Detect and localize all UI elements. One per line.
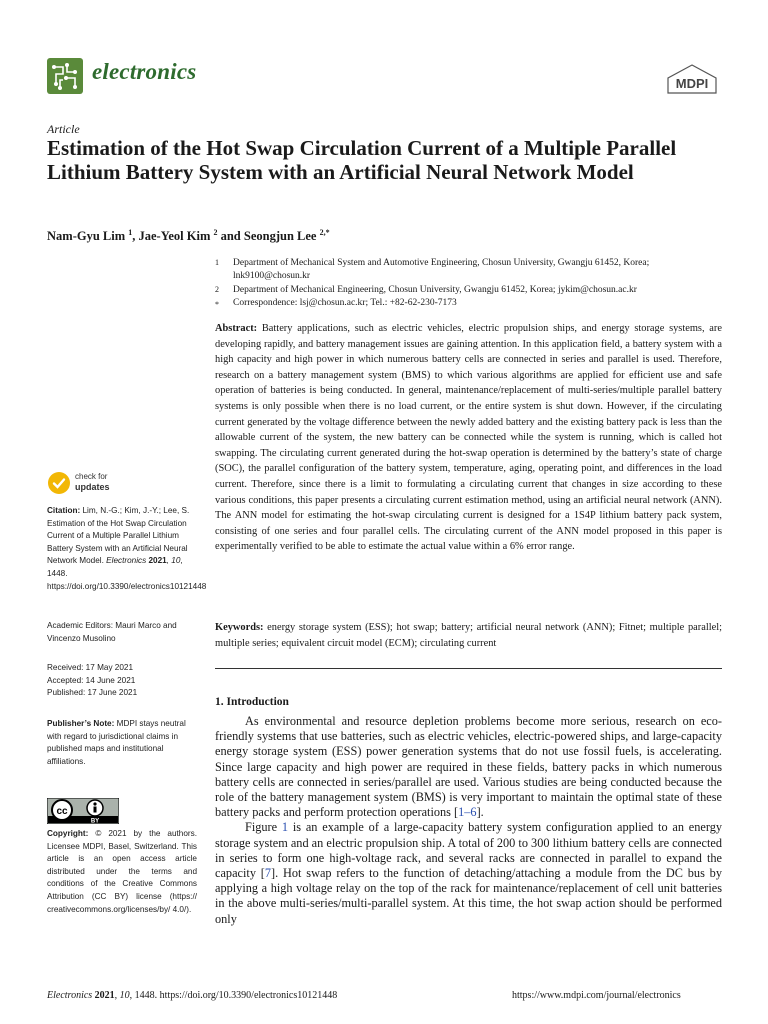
affiliation-text: Department of Mechanical System and Automotive Engineering, Chosun University, Gwangju 61452, Korea; lnk9100@chosun.kr	[233, 258, 650, 281]
footer-citation	[47, 990, 337, 1001]
author-affiliation-mark: 1	[128, 228, 133, 237]
citation-link[interactable]: 1–6	[458, 805, 477, 820]
figure-link[interactable]: 1	[281, 820, 289, 835]
footer-journal-url[interactable]: https://www.mdpi.com/journal/electronics	[512, 990, 681, 1001]
intro-text: Figure	[245, 820, 282, 835]
keywords-text: energy storage system (ESS); hot swap; battery; artificial neural network (ANN); Fitnet; multiple parallel; multiple series; equivalent circuit model (ECM); circulating current	[215, 622, 722, 649]
cc-by-license-icon[interactable]	[47, 798, 119, 824]
copyright-block	[47, 828, 197, 916]
copyright-text: © 2021 by the authors. Licensee MDPI, Basel, Switzerland. This article is an open access article distributed under the terms and conditions of the Creative Commons Attribution (CC BY) license (https:// creativecommons.org/licenses/by/ 4.0/).	[47, 829, 197, 914]
footer-year: 2021	[92, 990, 115, 1001]
citation-block	[47, 505, 207, 593]
intro-text: ]. Hot swap refers to the function of detaching/attaching a module from the DC bus by applying a high voltage relay on the top of the rack for maintenance/replacement of cell unit batteries in the above multi-series/multi-parallel system. At this time, the hot swap action should be performed only	[215, 866, 722, 926]
section-heading: 1. Introduction	[215, 696, 289, 708]
author-list	[47, 228, 330, 244]
citation-journal: Electronics	[106, 556, 147, 566]
check-updates-icon	[47, 471, 71, 495]
author-name: Jae-Yeol Kim	[138, 229, 211, 244]
publisher-note-text: MDPI stays neutral with regard to jurisdictional claims in published maps and institutional affiliations.	[47, 719, 186, 766]
received-date: Received: 17 May 2021	[47, 663, 134, 672]
academic-editors: Academic Editors: Mauri Marco and Vincenzo Musolino	[47, 621, 177, 643]
svg-text:cc: cc	[56, 806, 68, 817]
footer-journal: Electronics	[47, 990, 93, 1001]
author-separator: ,	[132, 229, 139, 244]
mdpi-logo-icon	[666, 64, 718, 94]
paper-title: Estimation of the Hot Swap Circulation Current of a Multiple Parallel Lithium Battery System with an Artificial Neural Network Model	[47, 136, 677, 184]
intro-text: As environmental and resource depletion problems become more serious, research on eco-friendly systems that use batteries, such as electric vehicles, electric-powered ships, and large-capacity energy storage system (ESS) power generation systems that do not use fossil fuels, is accelerating. Since large capacity and high power are required in these fields, battery packs in which numerous battery cells are connected in series/parallel are used. Various studies are being conducted because the role of the battery management system (BMS) is very important to maintain the optimal state of these battery packs and perform protection operations [	[215, 714, 722, 820]
article-type: Article	[47, 122, 80, 136]
check-for-updates-button[interactable]	[47, 470, 167, 498]
publication-dates	[47, 662, 197, 700]
citation-link[interactable]: 7	[264, 866, 272, 881]
affiliation-mark: 1	[215, 258, 219, 267]
publisher-note-label: Publisher’s Note:	[47, 719, 115, 728]
intro-paragraph	[215, 714, 722, 927]
affiliation-mark: 2	[215, 285, 219, 294]
publisher-name: MDPI	[675, 76, 709, 91]
citation-label: Citation:	[47, 506, 81, 515]
intro-text: is an example of a large-capacity battery system configuration applied to an energy storage system and an electric propulsion ship. A total of 200 to 300 lithium battery cells are connected in series to form one high-voltage rack, and several racks are connected in parallel to expand the capacity [	[215, 820, 723, 881]
footer-doi: , 1448. https://doi.org/10.3390/electronics10121448	[129, 990, 338, 1001]
author-name: Nam-Gyu Lim	[47, 229, 126, 244]
journal-name: electronics	[92, 59, 197, 84]
accepted-date: Accepted: 14 June 2021	[47, 675, 136, 685]
author-affiliation-mark: 2,*	[319, 228, 330, 237]
affiliation-text: Correspondence: lsj@chosun.ac.kr; Tel.: +82-62-230-7173	[233, 298, 457, 308]
journal-logo-icon	[47, 58, 83, 94]
author-separator: and	[217, 229, 244, 244]
affiliation	[215, 284, 725, 297]
intro-text: ].	[476, 805, 484, 820]
keywords-label: Keywords:	[215, 622, 264, 633]
footer-volume: , 10	[114, 990, 130, 1001]
abstract-label: Abstract:	[215, 323, 258, 334]
citation-text: Lim, N.-G.; Kim, J.-Y.; Lee, S. Estimation of the Hot Swap Circulation Current of a Multiple Parallel Lithium Battery System with an Artificial Neural Network Model.	[47, 506, 190, 566]
publisher-note	[47, 718, 197, 768]
citation-doi: , 1448. https://doi.org/10.3390/electronics10121448	[47, 556, 207, 591]
check-updates-line2: updates	[75, 482, 110, 492]
published-date: Published: 17 June 2021	[47, 688, 138, 698]
cc-by-text: BY	[90, 818, 100, 824]
affiliation-text: Department of Mechanical Engineering, Chosun University, Gwangju 61452, Korea; jykim@chosun.ac.kr	[233, 285, 637, 295]
citation-year: 2021	[146, 556, 167, 566]
copyright-label: Copyright:	[47, 829, 89, 838]
affiliation	[215, 257, 725, 283]
abstract	[215, 321, 722, 555]
check-updates-line1: check for	[75, 472, 108, 481]
keywords	[215, 620, 722, 651]
affiliation-mark: *	[215, 300, 219, 309]
section-divider	[215, 668, 722, 669]
abstract-text: Battery applications, such as electric vehicles, electric propulsion ships, and energy storage systems, are developing rapidly, and battery management issues are gaining attention. In this application field, a battery system with a high capacity and high power in which numerous battery cells are connected in series and parallel is used. Therefore, research on a battery management system (BMS) to which various algorithms are applied for efficient use and safe operation of batteries is being conducted. In general, maintenance/replacement of multi-series/multiple parallel battery systems is only possible when there is no load current, or the entire system is shut down. However, if the circulating current generated by the voltage difference between the newly added battery and the existing battery pack is less than the allowable current of the system, the new battery can be connected while the system is running, which is called hot swapping. The circulating current generated during the hot-swap operation is determined by the battery’s state of charge (SOC), the parallel configuration of the battery system, temperature, aging, operating point, and differences in the load current. Therefore, since there is a limit to formulating a circulating current that changes in size according to these various conditions, this paper presents a circulating current estimation method, using an artificial neural network (ANN). The ANN model for estimating the hot-swap circulating current is designed for a 1S4P lithium battery pack system, consisting of one series and four parallel cells. The circulating current of the ANN model proposed in this paper is experimentally verified to be able to estimate the actual value within a 6% error range.	[215, 323, 722, 553]
author-affiliation-mark: 2	[213, 228, 218, 237]
correspondence	[215, 297, 725, 310]
author-name: Seongjun Lee	[243, 229, 317, 244]
citation-volume: , 10	[166, 556, 181, 566]
